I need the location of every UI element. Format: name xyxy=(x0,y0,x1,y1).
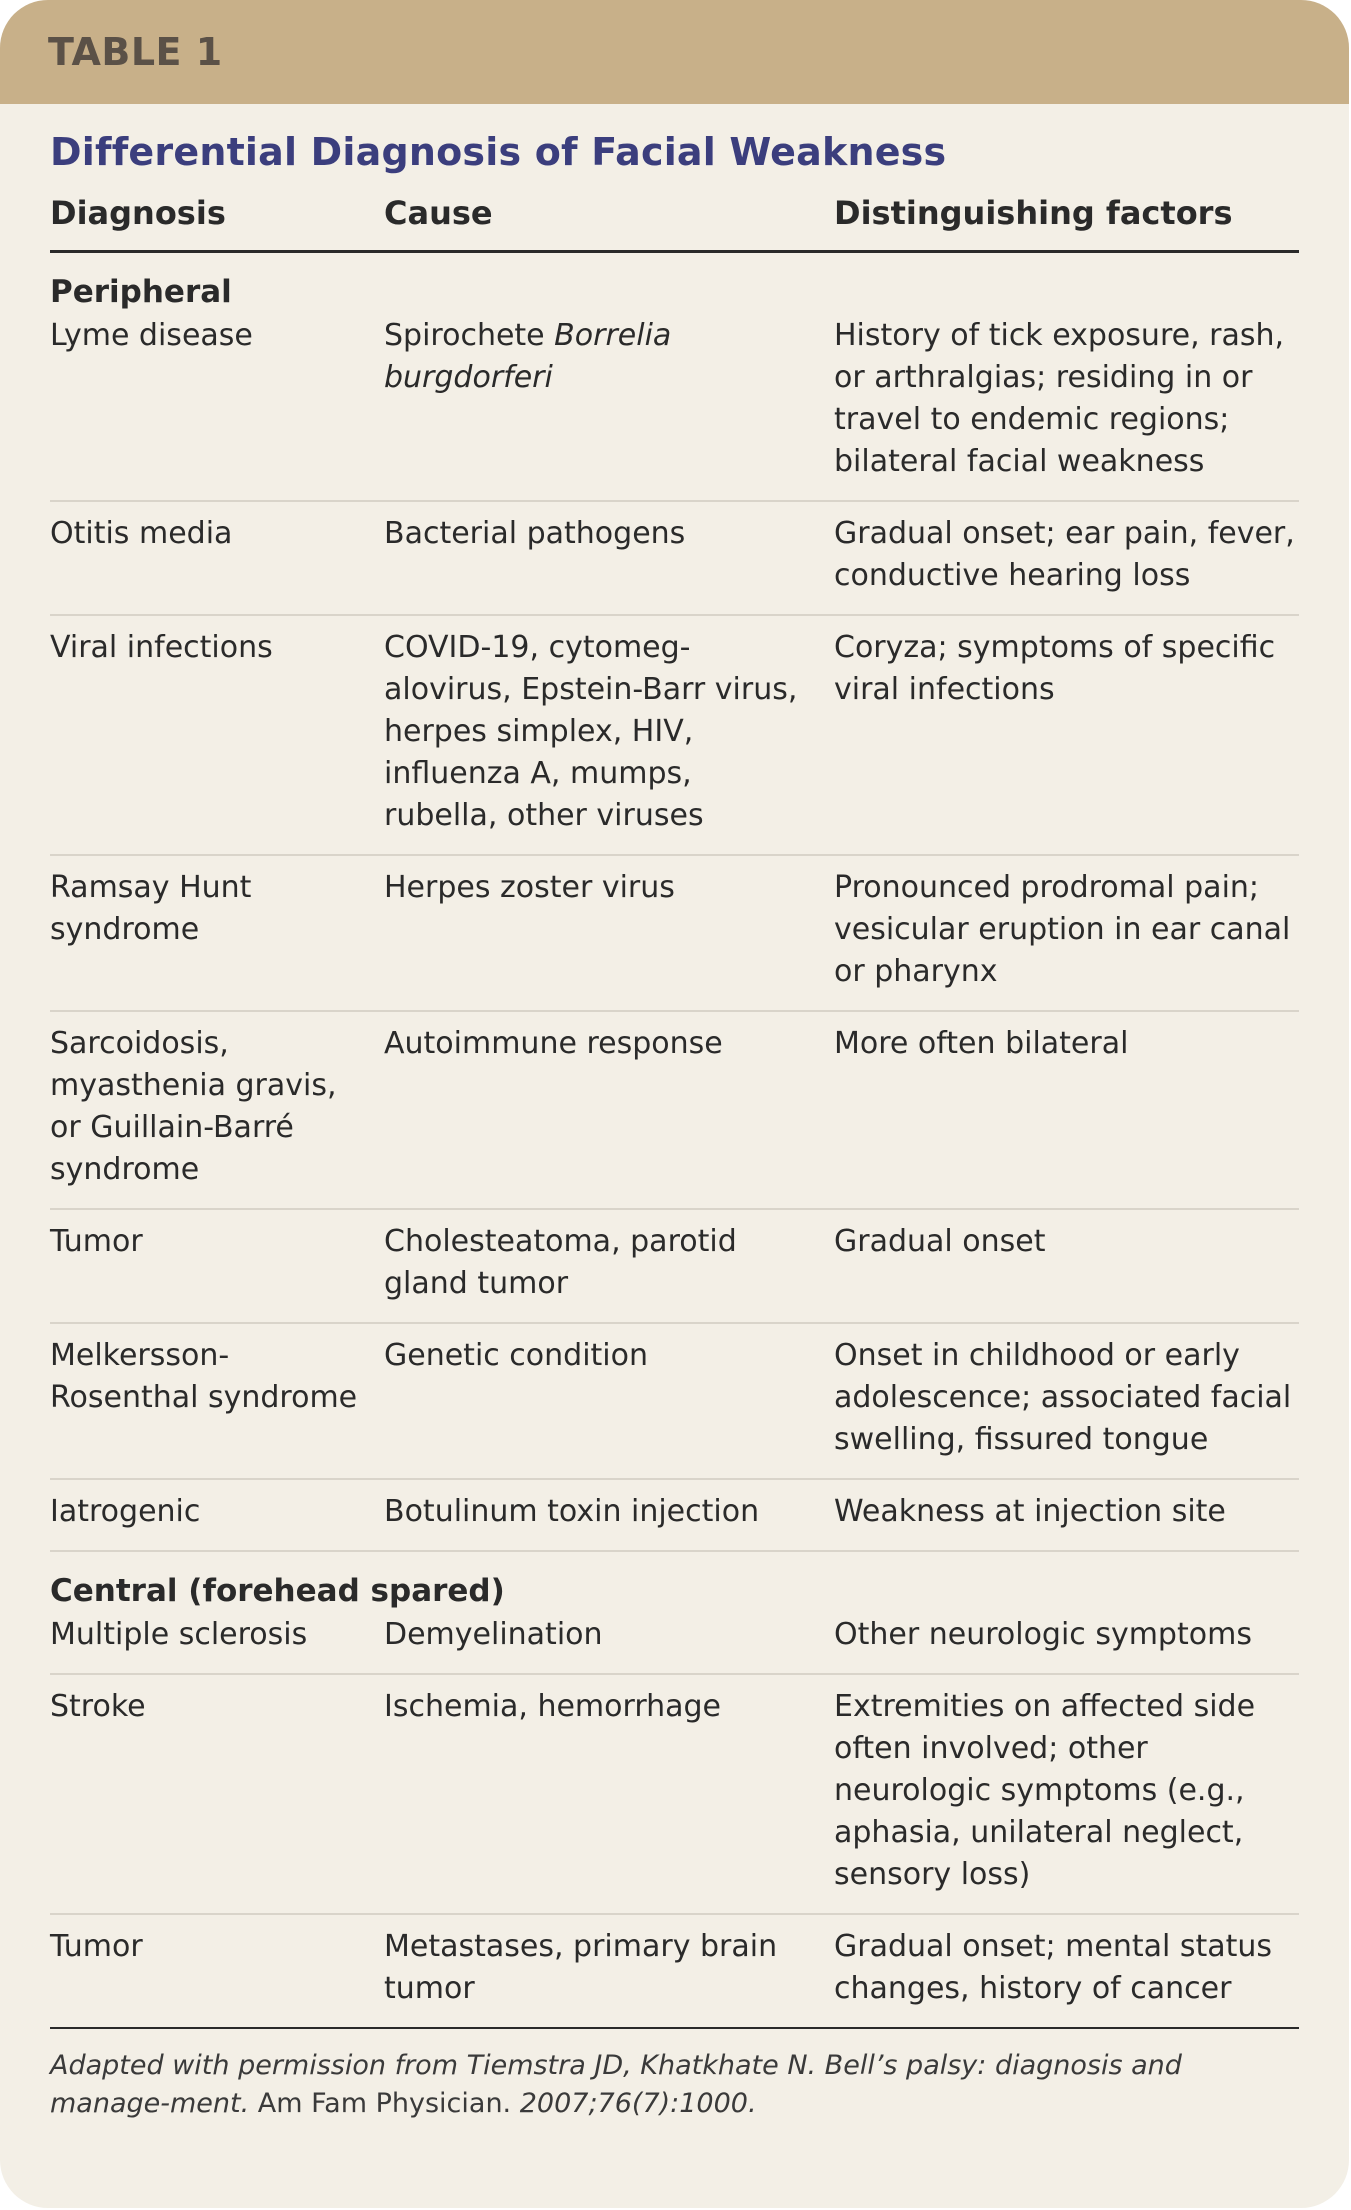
cell-factors: Other neurologic symptoms xyxy=(834,1612,1299,1674)
cell-cause: Cholesteatoma, parotid gland tumor xyxy=(384,1209,834,1323)
cell-diagnosis: Tumor xyxy=(50,1914,384,2028)
cell-factors: History of tick exposure, rash, or arthralgias; residing in or travel to endemic regions; bilateral facial weakness xyxy=(834,313,1299,501)
cell-diagnosis: Melkersson-Rosenthal syndrome xyxy=(50,1323,384,1479)
column-header-diagnosis: Diagnosis xyxy=(50,186,384,252)
footnote-journal: Am Fam Physician. xyxy=(257,2088,512,2119)
column-header-factors: Distinguishing factors xyxy=(834,186,1299,252)
cell-factors: Gradual onset; mental status changes, history of cancer xyxy=(834,1914,1299,2028)
cell-cause: Ischemia, hemorrhage xyxy=(384,1674,834,1914)
cell-cause: Bacterial pathogens xyxy=(384,501,834,615)
cell-cause: Genetic condition xyxy=(384,1323,834,1479)
table-header-bar xyxy=(0,0,1349,104)
footnote-volume: 2007;76(7):1000. xyxy=(511,2088,757,2119)
cell-factors: Coryza; symptoms of specific viral infections xyxy=(834,615,1299,855)
table-row xyxy=(50,313,1299,501)
table-row xyxy=(50,1674,1299,1914)
table-row xyxy=(50,1209,1299,1323)
diagnosis-table xyxy=(50,186,1299,2029)
footnote-citation: Adapted with permission from Tiemstra JD, Khatkhate N. Bell’s palsy: diagnosis and manage-ment. xyxy=(50,2050,1182,2119)
table-row xyxy=(50,1612,1299,1674)
cause-text: Spirochete xyxy=(384,318,555,353)
table-row xyxy=(50,615,1299,855)
cell-diagnosis: Ramsay Hunt syndrome xyxy=(50,855,384,1011)
table-header-row xyxy=(50,186,1299,252)
group-label: Central (forehead spared) xyxy=(50,1573,505,1609)
group-label: Peripheral xyxy=(50,274,232,310)
table-row xyxy=(50,1323,1299,1479)
cell-cause: COVID-19, cytomeg-alovirus, Epstein-Barr virus, herpes simplex, HIV, influenza A, mumps, rubella, other viruses xyxy=(384,615,834,855)
cell-factors: Pronounced prodromal pain; vesicular eruption in ear canal or pharynx xyxy=(834,855,1299,1011)
table-title: Differential Diagnosis of Facial Weakness xyxy=(50,130,947,174)
cell-diagnosis: Tumor xyxy=(50,1209,384,1323)
table-row xyxy=(50,855,1299,1011)
group-header-row xyxy=(50,1551,1299,1612)
cell-cause: Autoimmune response xyxy=(384,1011,834,1209)
cell-factors: Gradual onset; ear pain, fever, conductive hearing loss xyxy=(834,501,1299,615)
cell-factors: Extremities on affected side often involved; other neurologic symptoms (e.g., aphasia, unilateral neglect, sensory loss) xyxy=(834,1674,1299,1914)
cell-cause: Metastases, primary brain tumor xyxy=(384,1914,834,2028)
table-row xyxy=(50,501,1299,615)
cell-factors: Onset in childhood or early adolescence; associated facial swelling, fissured tongue xyxy=(834,1323,1299,1479)
table-row xyxy=(50,1479,1299,1551)
cell-factors: Gradual onset xyxy=(834,1209,1299,1323)
cell-diagnosis: Multiple sclerosis xyxy=(50,1612,384,1674)
table-body xyxy=(50,252,1299,2029)
cell-diagnosis: Viral infections xyxy=(50,615,384,855)
cell-diagnosis: Iatrogenic xyxy=(50,1479,384,1551)
column-header-cause: Cause xyxy=(384,186,834,252)
table-footnote xyxy=(50,2047,1299,2123)
table-row xyxy=(50,1914,1299,2028)
cell-cause xyxy=(384,313,834,501)
cell-cause: Botulinum toxin injection xyxy=(384,1479,834,1551)
cell-factors: Weakness at injection site xyxy=(834,1479,1299,1551)
cell-diagnosis: Otitis media xyxy=(50,501,384,615)
cell-diagnosis: Sarcoidosis, myasthenia gravis, or Guillain-Barré syndrome xyxy=(50,1011,384,1209)
cell-factors: More often bilateral xyxy=(834,1011,1299,1209)
cell-diagnosis: Stroke xyxy=(50,1674,384,1914)
group-header-row xyxy=(50,252,1299,314)
table-content xyxy=(0,130,1349,2123)
cause-organism-name: Borrelia burgdorferi xyxy=(384,318,672,395)
cell-cause: Herpes zoster virus xyxy=(384,855,834,1011)
table-row xyxy=(50,1011,1299,1209)
cell-diagnosis: Lyme disease xyxy=(50,313,384,501)
table-number-label: TABLE 1 xyxy=(48,30,223,74)
cell-cause: Demyelination xyxy=(384,1612,834,1674)
